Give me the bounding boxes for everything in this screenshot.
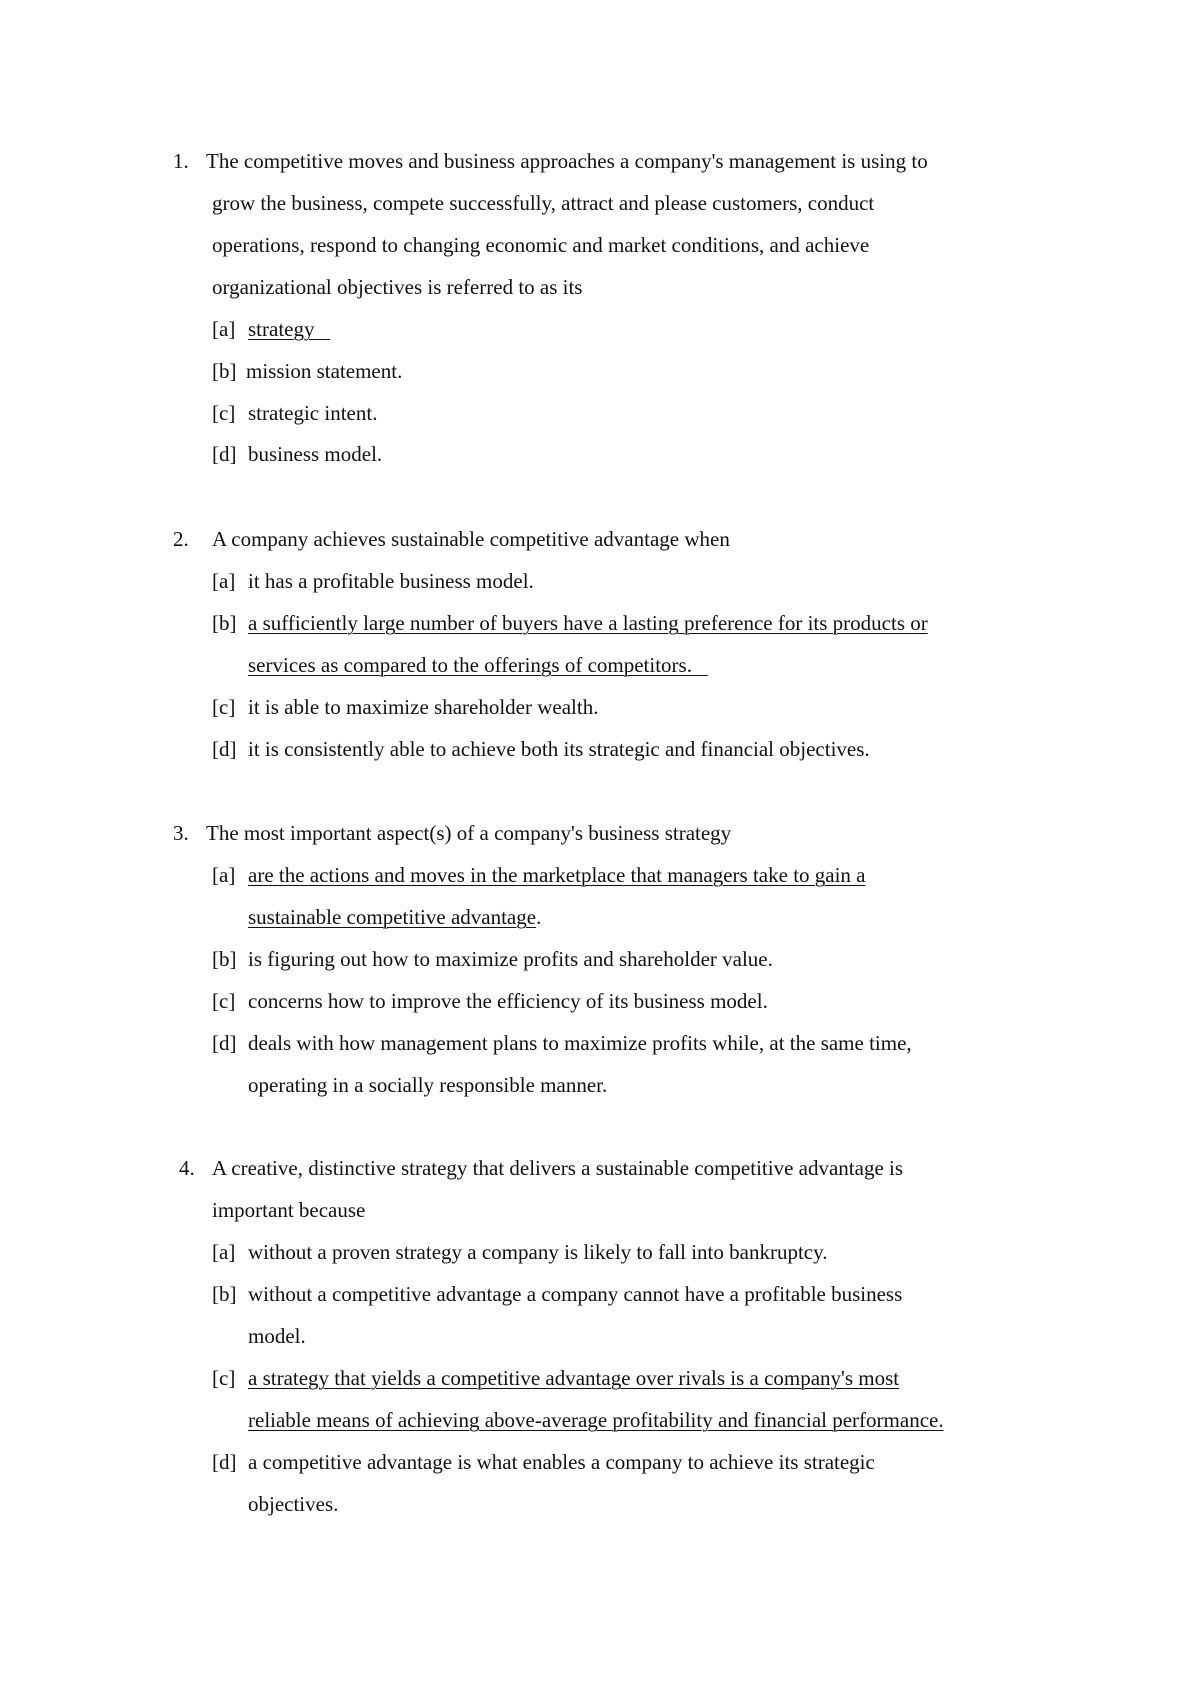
option-label: [d] xyxy=(212,1450,237,1474)
question-number: 4. xyxy=(179,1156,195,1180)
option-label: [b] xyxy=(212,611,237,635)
question-stem-line: organizational objectives is referred to as its xyxy=(212,275,583,299)
question-number: 1. xyxy=(173,149,189,173)
option-text: without a competitive advantage a company cannot have a profitable business xyxy=(248,1282,903,1306)
option-text: objectives. xyxy=(248,1492,339,1516)
option-label: [a] xyxy=(212,863,236,887)
option-text: it has a profitable business model. xyxy=(248,569,534,593)
option-label: [a] xyxy=(212,569,236,593)
option-text-correct: reliable means of achieving above-average profitability and financial performance. xyxy=(248,1408,944,1432)
option-text: it is consistently able to achieve both its strategic and financial objectives. xyxy=(248,737,870,761)
question-stem-line: The competitive moves and business approaches a company's management is using to xyxy=(206,149,928,173)
option-text: concerns how to improve the efficiency of its business model. xyxy=(248,989,768,1013)
option-text-correct: a sufficiently large number of buyers have a lasting preference for its products or xyxy=(248,611,928,635)
option-label: [c] xyxy=(212,989,236,1013)
option-text: operating in a socially responsible manner. xyxy=(248,1073,608,1097)
option-text: it is able to maximize shareholder wealth. xyxy=(248,695,599,719)
option-label: [b] xyxy=(212,1282,237,1306)
option-label: [c] xyxy=(212,695,236,719)
option-text-correct: strategy xyxy=(248,317,331,341)
option-text-correct: a strategy that yields a competitive advantage over rivals is a company's most xyxy=(248,1366,900,1390)
option-text: mission statement. xyxy=(246,359,403,383)
option-text-line xyxy=(248,904,541,930)
option-label: [b] xyxy=(212,359,237,383)
question-number: 3. xyxy=(173,821,189,845)
option-label: [a] xyxy=(212,1240,236,1264)
option-label: [a] xyxy=(212,317,236,341)
option-label: [d] xyxy=(212,442,237,466)
option-label: [b] xyxy=(212,947,237,971)
option-text: a competitive advantage is what enables a company to achieve its strategic xyxy=(248,1450,875,1474)
option-trailing-punct: . xyxy=(536,905,542,929)
option-text: model. xyxy=(248,1324,306,1348)
option-text-correct: sustainable competitive advantage xyxy=(248,905,537,929)
option-text-correct: are the actions and moves in the marketplace that managers take to gain a xyxy=(248,863,866,887)
option-label: [c] xyxy=(212,401,236,425)
question-stem-line: A company achieves sustainable competitive advantage when xyxy=(212,527,730,551)
question-number: 2. xyxy=(173,527,189,551)
option-text: is figuring out how to maximize profits and shareholder value. xyxy=(248,947,773,971)
option-label: [c] xyxy=(212,1366,236,1390)
question-stem-line: The most important aspect(s) of a company's business strategy xyxy=(206,821,732,845)
option-label: [d] xyxy=(212,1031,237,1055)
question-stem-line: operations, respond to changing economic and market conditions, and achieve xyxy=(212,233,870,257)
question-stem-line: grow the business, compete successfully, attract and please customers, conduct xyxy=(212,191,875,215)
option-text-correct: services as compared to the offerings of competitors. xyxy=(248,653,708,677)
option-text: without a proven strategy a company is likely to fall into bankruptcy. xyxy=(248,1240,828,1264)
option-text: deals with how management plans to maximize profits while, at the same time, xyxy=(248,1031,912,1055)
option-label: [d] xyxy=(212,737,237,761)
option-text: business model. xyxy=(248,442,383,466)
question-stem-line: important because xyxy=(212,1198,366,1222)
option-text: strategic intent. xyxy=(248,401,378,425)
question-stem-line: A creative, distinctive strategy that delivers a sustainable competitive advantage is xyxy=(212,1156,904,1180)
